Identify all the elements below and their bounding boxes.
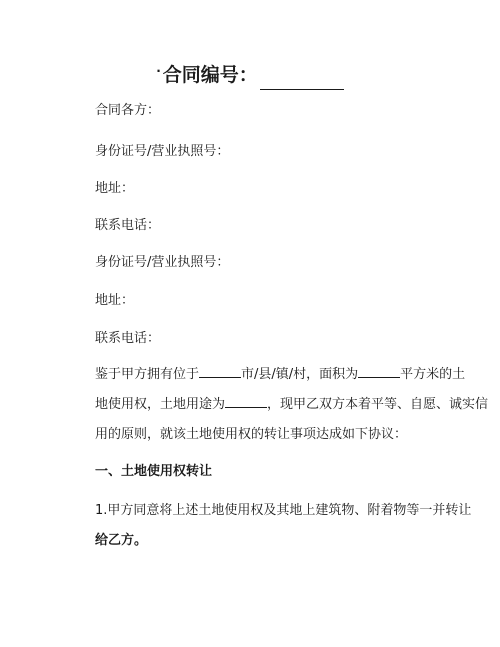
section-heading: 一、土地使用权转让 (95, 464, 213, 479)
party-b-id-label: 身份证号/营业执照号： (95, 255, 230, 270)
title-dot: · (156, 64, 161, 78)
party-a-id-label: 身份证号/营业执照号： (95, 144, 230, 159)
preamble-line-3: 用的原则，就该土地使用权的转让事项达成如下协议： (95, 427, 408, 442)
location-blank (199, 363, 241, 378)
contract-number-blank (260, 69, 344, 90)
area-blank (358, 363, 400, 378)
clause-1 (95, 496, 472, 556)
party-a-phone-label: 联系电话： (95, 218, 161, 233)
clause-1-line-1: 1.甲方同意将上述土地使用权及其地上建筑物、附着物等一并转让 (95, 503, 472, 518)
parties-label: 合同各方： (95, 103, 161, 118)
party-b-phone-label: 联系电话： (95, 331, 161, 346)
preamble-text: 市/县/镇/村，面积为 (241, 367, 359, 382)
clause-1-line-2: 给乙方。 (95, 533, 148, 548)
contract-number-label: 合同编号： (162, 64, 258, 86)
party-b-address-label: 地址： (95, 293, 135, 308)
party-a-address-label: 地址： (95, 181, 135, 196)
contract-title (0, 62, 500, 90)
preamble-line-2 (95, 390, 489, 420)
preamble-paragraph (95, 360, 489, 450)
preamble-text: 鉴于甲方拥有位于 (95, 367, 200, 382)
land-use-blank (225, 393, 267, 408)
preamble-text: 地使用权，土地用途为 (95, 397, 226, 412)
preamble-line-1 (95, 360, 466, 390)
preamble-text: 平方米的土 (400, 367, 466, 382)
preamble-text: ，现甲乙双方本着平等、自愿、诚实信 (267, 397, 489, 412)
